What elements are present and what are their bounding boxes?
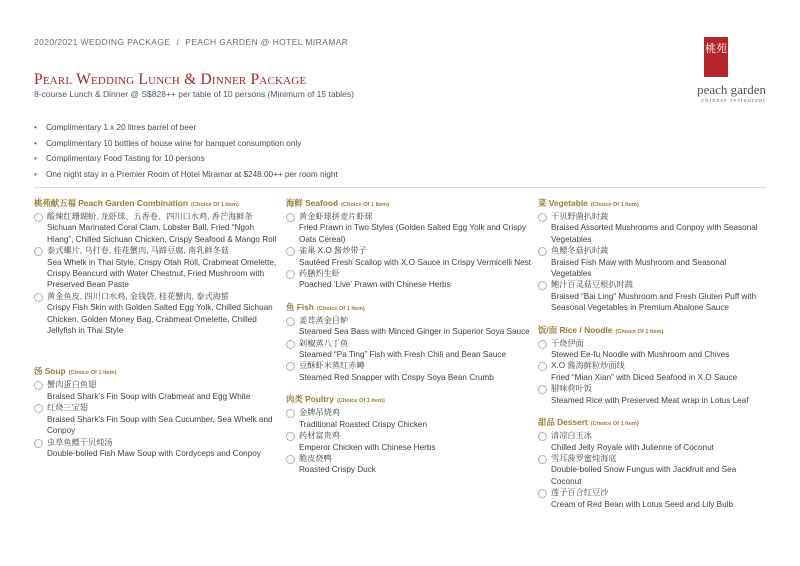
menu-item [286,268,532,291]
page-title: Pearl Wedding Lunch & Dinner Package [34,71,307,88]
section-title [538,416,768,430]
item-chinese: 酸辣红珊瑚蚧, 龙虾球、五香卷、四川口水鸡, 香芒海鲜条 [47,212,253,221]
perk-text: Complimentary Food Tasting for 10 persons [46,154,205,163]
menu-column-left [34,197,280,469]
item-english: Chilled Jelly Royale with Julienne of Coconut [551,442,714,452]
section-title-text: 肉类 Poultry [286,394,334,405]
logo-seal: 桃苑 [704,37,728,77]
option-circle-icon [34,247,43,256]
item-english: Stewed Ee-fu Noodle with Mushroom and Chives [551,350,730,360]
item-english: Steamed “Pa Ting” Fish with Fresh Chili and Bean Sauce [299,350,507,360]
menu-column-right [538,197,768,520]
menu-item [538,383,768,406]
option-circle-icon [538,489,547,498]
section-title [538,197,768,211]
item-chinese: 药膳灼生虾 [299,269,340,279]
item-english: Sea Whelk in Thai Style, Crispy Otah Roll, Crabmeat Omelette, Crispy Beancurd with Water Chestnut, Fried Mushroom with Preserved Bean Paste [47,257,277,290]
menu-item [34,211,280,245]
section-title [538,324,768,338]
item-chinese: 鱼鳔冬菇扒时蔬 [551,246,609,256]
item-chinese: 清凉白玉冰 [551,431,592,441]
option-circle-icon [34,381,43,390]
item-chinese: 虫草鱼鳔干贝炖汤 [47,437,113,447]
item-chinese: 脆皮烧鸭 [299,453,332,463]
menu-item [538,430,768,453]
menu-item [286,430,532,453]
section-fish [286,301,532,383]
item-chinese: X.O 酱海鲜粒炒面线 [551,361,625,371]
option-circle-icon [286,409,295,418]
menu-item [286,211,532,245]
menu-item [538,245,768,279]
item-english: Traditional Roasted Crispy Chicken [299,419,428,429]
header-separator: / [176,37,180,47]
menu-item [538,338,768,361]
section-divider [34,187,766,188]
item-chinese: 红烧三宝翅 [47,403,88,413]
menu-item [286,338,532,361]
item-english: Steamed Red Snapper with Crispy Soya Bean Crumb [299,372,494,382]
menu-item [34,402,280,436]
option-circle-icon [286,340,295,349]
section-title-text: 鱼 Fish [286,301,314,312]
section-rice-noodle [538,324,768,406]
option-circle-icon [34,293,43,302]
venue-label: PEACH GARDEN @ HOTEL MIRAMAR [185,37,349,47]
item-english: Double-boiled Fish Maw Soup with Cordyceps and Conpoy [47,448,261,458]
menu-item [538,487,768,510]
item-chinese: 金牌吊烧鸡 [299,408,340,418]
menu-item [286,245,532,268]
option-circle-icon [34,404,43,413]
item-english: Sichuan Marinated Coral Clam, Lobster Ball, Fried “Ngoh Hiang”, Chilled Sichuan Chicken, Crispy Seafood & Mango Roll [47,223,277,244]
section-title-text: 汤 Soup [34,366,66,377]
item-english: Sautéed Fresh Scallop with X.O Sauce in Crispy Vermicelli Nest [299,257,532,267]
option-circle-icon [34,213,43,222]
perk-item [34,136,338,152]
menu-item [34,291,280,337]
item-chinese: 泰式螺片, 乌打卷, 桂花蟹肉, 马蹄豆腐, 南乳鲜冬菇 [47,246,229,256]
menu-item [34,437,280,460]
bullet-icon: • [34,154,37,163]
section-title [286,197,532,211]
item-english: Braised Shark’s Fin Soup with Sea Cucumber, Sea Whelk and Conpoy [47,414,273,436]
option-circle-icon [538,213,547,222]
choice-note: (Choice Of 1 Item) [590,421,639,428]
item-chinese: 蟹肉蛋白鱼翅 [47,380,97,390]
menu-item [538,279,768,313]
menu-item [538,360,768,383]
section-title [34,365,280,379]
option-circle-icon [286,247,295,256]
option-circle-icon [34,439,43,448]
logo-name: peach garden [697,82,766,97]
item-chinese: 腊味荷叶饭 [551,384,592,394]
item-chinese: 药材富贵鸡 [299,431,340,441]
choice-note: (Choice Of 1 Item) [336,398,385,405]
item-english: Roasted Crispy Duck [299,465,376,475]
item-english: Steamed Rice with Preserved Meat wrap in Lotus Leaf [551,395,749,405]
section-title-text: 桃苑献五福 Peach Garden Combination [34,198,189,208]
section-seafood [286,197,532,291]
option-circle-icon [286,270,295,279]
bullet-icon: • [34,123,37,132]
section-title [286,301,532,315]
option-circle-icon [538,340,547,349]
perk-item [34,120,338,136]
item-chinese: 雀巢 X.O 酱炒带子 [299,246,367,256]
item-chinese: 莲子百合红豆沙 [551,488,609,498]
section-poultry [286,393,532,475]
section-title-text: 饭/面 Rice / Noodle [538,324,613,335]
menu-item [34,245,280,291]
section-title-text: 海鲜 Seafood [286,198,339,208]
option-circle-icon [286,432,295,441]
perk-item [34,151,338,167]
choice-note: (Choice Of 1 Item) [615,328,664,335]
option-circle-icon [538,247,547,256]
choice-note: (Choice Of 1 Item) [341,202,389,208]
item-english: Emperor Chicken with Chinese Herbs [299,442,436,452]
package-label: 2020/2021 WEDDING PACKAGE [34,37,171,47]
item-english: Steamed Sea Bass with Minced Ginger in Superior Soya Sauce [299,327,530,337]
page-subtitle: 8-course Lunch & Dinner @ S$828++ per table of 10 persons (Minimum of 15 tables) [34,89,354,99]
menu-column-middle [286,197,532,486]
top-header [34,37,348,47]
item-english: Braised Assorted Mushrooms and Conpoy with Seasonal Vegetables [551,223,758,244]
item-english: Fried Prawn in Two Styles (Golden Salted Egg Yolk and Crispy Oats Cereal) [299,223,526,244]
option-circle-icon [286,317,295,326]
item-chinese: 豆酥虾米蒸红赤鳟 [299,361,365,371]
menu-item [286,453,532,476]
item-chinese: 姜茸蒸金目鲈 [299,315,349,325]
option-circle-icon [538,281,547,290]
item-english: Crispy Fish Skin with Golden Salted Egg Yolk, Chilled Sichuan Chicken, Golden Money Bag, Crabmeat Omelette, Chilled Jellyfish in Thai Style [47,303,273,336]
item-chinese: 黄金虾球拼麦片虾球 [299,212,373,221]
option-circle-icon [286,455,295,464]
bullet-icon: • [34,169,37,179]
menu-item [286,315,532,338]
section-title-text: 甜品 Dessert [538,417,588,428]
choice-note: (Choice Of 1 Item) [590,202,639,208]
logo-subtitle: chinese restaurant [701,97,766,104]
menu-item [34,379,280,402]
option-circle-icon [538,362,547,371]
item-english: Braised “Bai Ling” Mushroom and Fresh Gluten Puff with Seasonal Vegetables in Premium Abalone Sauce [551,291,757,313]
choice-note: (Choice Of 1 Item) [191,202,239,208]
item-chinese: 鲍汁百灵菇豆根扒时蔬 [551,280,633,290]
choice-note: (Choice Of 1 Item) [316,305,365,312]
menu-item [286,360,532,383]
item-english: Cream of Red Bean with Lotus Seed and Lily Bulb [551,499,734,509]
item-english: Braised Shark’s Fin Soup with Crabmeat and Egg White [47,391,251,401]
item-english: Fried “Mian Xian” with Diced Seafood in X.O Sauce [551,372,738,382]
item-english: Braised Fish Maw with Mushroom and Seasonal Vegetables [551,257,727,279]
item-english: Double-boiled Snow Fungus with Jackfruit and Sea Coconut [551,465,737,486]
option-circle-icon [538,432,547,441]
section-title [286,393,532,407]
menu-item [538,453,768,487]
item-chinese: 干烧伊面 [551,338,584,348]
section-title [34,197,280,211]
choice-note: (Choice Of 1 Item) [68,370,117,377]
option-circle-icon [286,213,295,222]
item-chinese: 雪耳菠罗蜜炖海底 [551,453,617,463]
menu-item [286,407,532,430]
section-soup [34,365,280,459]
menu-item [538,211,768,245]
option-circle-icon [286,362,295,371]
section-vegetable [538,197,768,314]
item-english: Poached ‘Live’ Prawn with Chinese Herbs [299,280,451,290]
option-circle-icon [538,385,547,394]
perk-text: One night stay in a Premier Room of Hotel Miramar at $248.00++ per room night [46,169,338,179]
item-chinese: 黄金鱼皮, 四川口水鸡, 金钱袋, 桂花蟹肉, 泰式海蜇 [47,291,229,301]
perks-list [34,120,338,182]
section-dessert [538,416,768,510]
item-chinese: 干贝野菌扒时蔬 [551,212,609,221]
bullet-icon: • [34,138,37,148]
section-title-text: 菜 Vegetable [538,198,588,208]
item-chinese: 剁椒蒸八丁鱼 [299,338,349,348]
perk-text: Complimentary 1 x 20 litres barrel of beer [46,123,197,132]
option-circle-icon [538,455,547,464]
perk-text: Complimentary 10 bottles of house wine for banquet consumption only [46,138,302,148]
section-peach-garden [34,197,280,336]
perk-item [34,167,338,183]
